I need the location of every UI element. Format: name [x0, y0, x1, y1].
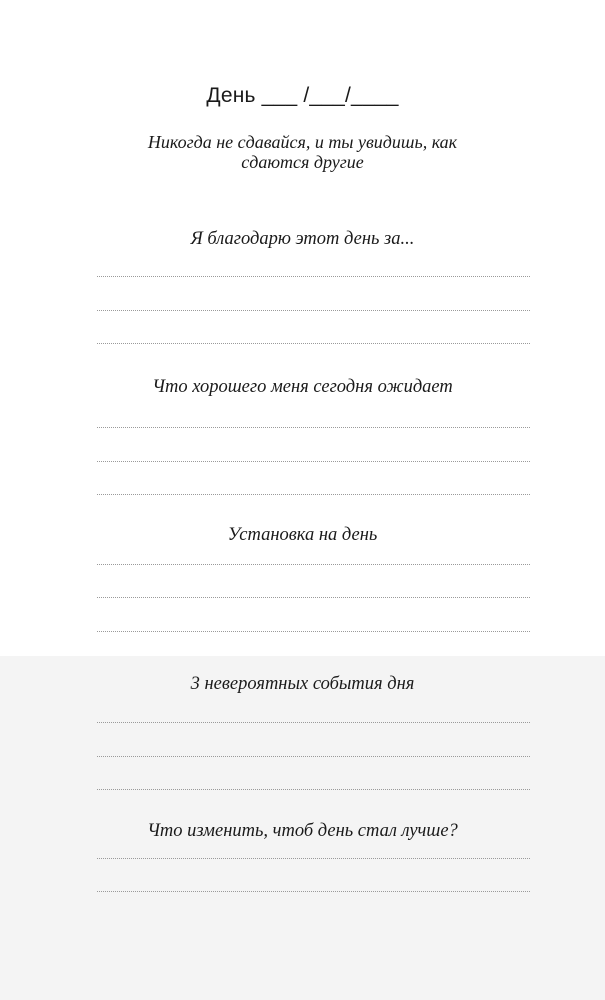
writing-line[interactable]: [97, 722, 530, 723]
section-heading-improvements: Что изменить, чтоб день стал лучше?: [147, 821, 458, 841]
writing-line[interactable]: [97, 891, 530, 892]
section-heading-daily-intention: Установка на день: [227, 525, 378, 545]
writing-line[interactable]: [97, 343, 530, 344]
section-heading-expectations: Что хорошего меня сегодня ожидает: [152, 377, 453, 397]
writing-line[interactable]: [97, 310, 530, 311]
writing-line[interactable]: [97, 756, 530, 757]
writing-line[interactable]: [97, 597, 530, 598]
writing-line[interactable]: [97, 276, 530, 277]
motivational-quote: [0, 132, 605, 172]
date-field[interactable]: День ___ /___/____: [206, 84, 399, 107]
writing-line[interactable]: [97, 858, 530, 859]
writing-line[interactable]: [97, 789, 530, 790]
quote-line-2: сдаются другие: [241, 152, 364, 172]
writing-line[interactable]: [97, 564, 530, 565]
section-heading-gratitude: Я благодарю этот день за...: [190, 229, 415, 249]
quote-line-1: Никогда не сдавайся, и ты увидишь, как: [147, 132, 458, 152]
writing-line[interactable]: [97, 461, 530, 462]
writing-line[interactable]: [97, 494, 530, 495]
section-heading-amazing-events: 3 невероятных события дня: [190, 674, 415, 694]
writing-line[interactable]: [97, 631, 530, 632]
writing-line[interactable]: [97, 427, 530, 428]
